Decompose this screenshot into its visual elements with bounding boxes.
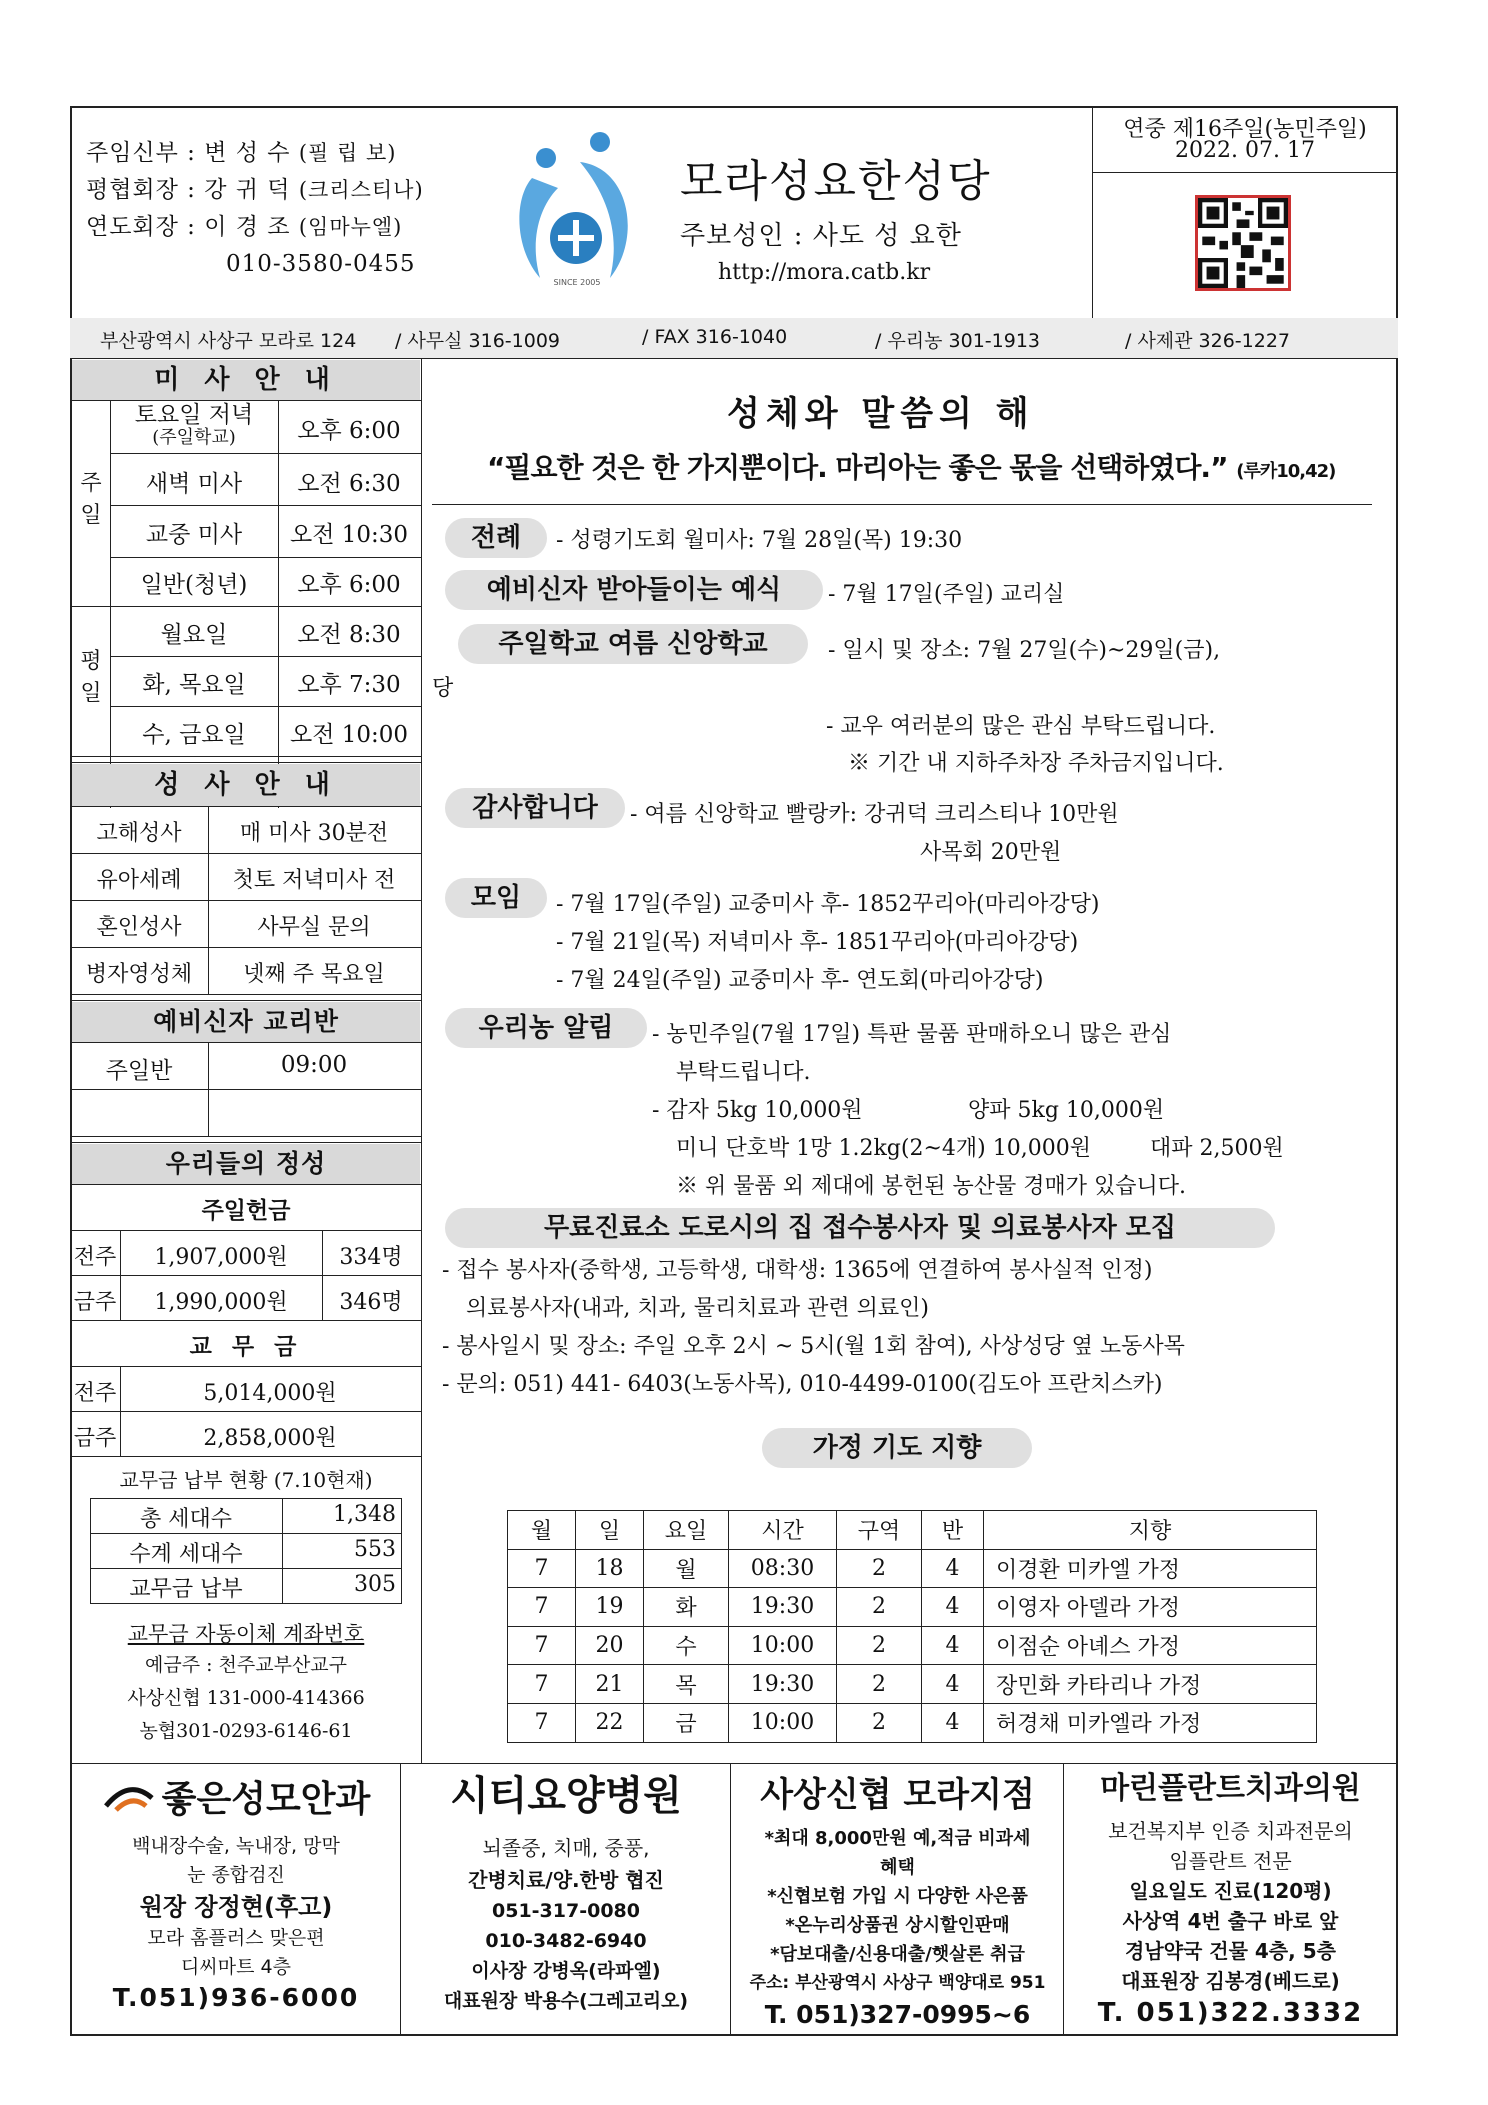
- sacrament-line: [70, 947, 422, 948]
- sacrament-line: [70, 806, 422, 807]
- offering-top-line: [70, 1142, 422, 1143]
- quote-text: “필요한 것은 한 가지뿐이다. 마리아는 좋은 몫을 선택하였다.”: [487, 451, 1228, 484]
- cell: 10:00: [729, 1703, 837, 1742]
- mass-name: 수, 금요일: [142, 722, 246, 748]
- sacrament-value: 넷째 주 목요일: [243, 962, 385, 987]
- catechumen-line: [70, 1089, 422, 1090]
- cell: 4: [922, 1549, 984, 1588]
- summer-line: ※ 기간 내 지하주차장 주차금지입니다.: [848, 751, 1224, 776]
- cell: 이경환 미카엘 가정: [984, 1549, 1317, 1588]
- summer-line: 당: [432, 676, 454, 701]
- ad-line: 사상역 4번 출구 바로 앞: [1122, 1909, 1339, 1933]
- mass-title: 미 사 안 내: [72, 360, 420, 400]
- catechumen-class: 주일반: [105, 1058, 173, 1084]
- ad-credit-union: [732, 1772, 1063, 2032]
- cell: 목: [644, 1665, 729, 1704]
- logo-since: SINCE 2005: [553, 278, 601, 287]
- cell: 2: [837, 1665, 922, 1704]
- ad-phone: T. 051)322.3332: [1097, 1998, 1364, 2028]
- status-line: [90, 1533, 402, 1534]
- mass-row-line: [110, 557, 422, 558]
- qr-code-icon[interactable]: [1195, 195, 1291, 291]
- farm-line: 미니 단호박 1망 1.2kg(2~4개) 10,000원: [676, 1136, 1091, 1161]
- clinic-line: - 접수 봉사자(중학생, 고등학생, 대학생: 1365에 연결하여 봉사실적 인정): [442, 1258, 1153, 1283]
- prayer-pill: 가정 기도 지향: [762, 1428, 1032, 1468]
- mass-name: 교중 미사: [145, 522, 243, 548]
- mass-time: 오전 10:30: [289, 522, 409, 548]
- mass-row-line: [110, 453, 422, 454]
- ad-divider: [400, 1763, 401, 2036]
- table-row: [508, 1549, 1317, 1588]
- mass-name: 화, 목요일: [142, 672, 246, 698]
- scripture-quote: [487, 446, 1335, 486]
- ad-line: 임플란트 전문: [1169, 1849, 1292, 1873]
- cell: 19:30: [729, 1665, 837, 1704]
- mass-sub: (주일학교): [152, 427, 236, 448]
- ad-title: 마린플란트치과의원: [1100, 1771, 1361, 1806]
- summer-school-pill: 주일학교 여름 신앙학교: [458, 624, 808, 664]
- ad-divider: [730, 1763, 731, 2036]
- ad-line: 간병치료/양.한방 협진: [468, 1868, 664, 1892]
- mass-row-line: [70, 756, 422, 757]
- status-value: 553: [354, 1537, 396, 1562]
- table-row: [508, 1588, 1317, 1627]
- farm-phone: / 우리농 301-1913: [875, 330, 1041, 352]
- account-title: 교무금 자동이체 계좌번호: [127, 1622, 365, 1646]
- cell: 7: [508, 1549, 576, 1588]
- quote-ref: (루카10,42): [1236, 461, 1336, 482]
- mass-time: 오후 7:30: [297, 672, 401, 698]
- account-holder: 예금주 : 천주교부산교구: [144, 1654, 348, 1676]
- catechumen-top-line: [70, 1000, 422, 1001]
- ad-line: 디씨마트 4층: [181, 1956, 291, 1978]
- ad-title: 사상신협 모라지점: [760, 1775, 1035, 1815]
- ad-line: *담보대출/신용대출/햇살론 취급: [770, 1944, 1025, 1965]
- sacrament-top-line: [70, 762, 422, 763]
- cell: 금: [644, 1703, 729, 1742]
- offering-line: [70, 1320, 422, 1321]
- farm-line: ※ 위 물품 외 제대에 봉헌된 농산물 경매가 있습니다.: [676, 1174, 1186, 1199]
- catechumen-title: 예비신자 교리반: [72, 1002, 420, 1042]
- cell: 7: [508, 1703, 576, 1742]
- cell: 장민화 카타리나 가정: [984, 1665, 1317, 1704]
- mass-row-line: [110, 656, 422, 657]
- ad-line: 혜택: [880, 1857, 915, 1878]
- thanks-pill: 감사합니다: [445, 788, 625, 828]
- liturgy-line: - 성령기도회 월미사: 7월 28일(목) 19:30: [556, 528, 963, 553]
- cell: 7: [508, 1665, 576, 1704]
- offering-count: 346명: [339, 1290, 403, 1315]
- summer-line: - 교우 여러분의 많은 관심 부탁드립니다.: [826, 714, 1216, 739]
- staff-list: [86, 135, 424, 283]
- ad-line: 눈 종합검진: [187, 1864, 285, 1886]
- account-nonghyup: 농협301-0293-6146-61: [139, 1720, 353, 1742]
- mass-name: 월요일: [160, 622, 228, 648]
- rectory-phone: / 사제관 326-1227: [1125, 330, 1291, 352]
- liturgy-pill: 전례: [445, 518, 547, 558]
- ad-title: 시티요양병원: [450, 1773, 682, 1819]
- thanks-line: - 여름 신앙학교 빨랑카: 강귀덕 크리스티나 10만원: [630, 802, 1119, 827]
- ad-eye-clinic: [72, 1770, 400, 2014]
- farm-pill: 우리농 알림: [445, 1008, 647, 1048]
- mass-row-line: [70, 606, 422, 607]
- cell: 화: [644, 1588, 729, 1627]
- sacrament-name: 병자영성체: [85, 962, 193, 987]
- col-intention: 지향: [984, 1511, 1317, 1550]
- cell: 2: [837, 1703, 922, 1742]
- mass-row: [110, 402, 278, 448]
- weekday-label: 평일: [80, 649, 102, 706]
- staff-council: 평협회장 : 강 귀 덕 (크리스티나): [86, 177, 424, 203]
- staff-priest: 주임신부 : 변 성 수 (필 립 보): [86, 140, 397, 166]
- address: 부산광역시 사상구 모라로 124: [100, 330, 357, 352]
- mass-name: 토요일 저녁: [134, 402, 254, 428]
- cell: 20: [576, 1626, 644, 1665]
- catechumen-time: 09:00: [280, 1052, 348, 1078]
- meeting-pill: 모임: [445, 878, 547, 918]
- farm-line: 부탁드립니다.: [676, 1060, 811, 1085]
- ad-phone: T.051)936-6000: [112, 1983, 360, 2012]
- eye-logo-icon: [102, 1776, 156, 1816]
- summer-line: - 일시 및 장소: 7월 27일(수)~29일(금),: [828, 638, 1221, 663]
- col-weekday: 요일: [644, 1511, 729, 1550]
- sunday-offering-title: 주일헌금: [201, 1198, 291, 1224]
- offering-line: [70, 1230, 422, 1231]
- clinic-pill: 무료진료소 도로시의 집 접수봉사자 및 의료봉사자 모집: [445, 1208, 1275, 1248]
- farm-line: - 감자 5kg 10,000원: [652, 1098, 863, 1123]
- mass-time: 오후 6:00: [297, 572, 401, 598]
- parish-name: 모라성요한성당: [680, 156, 992, 207]
- left-column-divider: [421, 358, 422, 1763]
- ad-line: 일요일도 진료(120평): [1129, 1879, 1332, 1903]
- catechumen-rite-pill: 예비신자 받아들이는 예식: [445, 570, 823, 610]
- cell: 2: [837, 1588, 922, 1627]
- ad-line: 주소: 부산광역시 사상구 백양대로 951: [749, 1973, 1046, 1993]
- office-phone: / 사무실 316-1009: [395, 330, 561, 352]
- cell: 21: [576, 1665, 644, 1704]
- ad-title: 좋은성모안과: [161, 1778, 371, 1820]
- cell: 허경채 미카엘라 가정: [984, 1703, 1317, 1742]
- fund-line: [70, 1366, 422, 1367]
- ad-line: 모라 홈플러스 맞은편: [147, 1927, 325, 1949]
- ad-line: 경남약국 건물 4층, 5층: [1125, 1939, 1336, 1963]
- ad-line: 뇌졸중, 치매, 중풍,: [482, 1836, 650, 1860]
- mass-row-line: [110, 706, 422, 707]
- status-value: 1,348: [333, 1502, 396, 1527]
- offering-title: 우리들의 정성: [72, 1144, 420, 1184]
- table-row: [508, 1665, 1317, 1704]
- offering-line: [70, 1275, 422, 1276]
- col-group: 반: [922, 1511, 984, 1550]
- offering-label: 금주: [73, 1290, 117, 1315]
- sacrament-value: 첫토 저녁미사 전: [232, 868, 396, 893]
- prayer-table: [507, 1510, 1317, 1743]
- meeting-line: - 7월 17일(주일) 교중미사 후- 1852꾸리아(마리아강당): [556, 892, 1100, 917]
- cell: 4: [922, 1588, 984, 1627]
- sacrament-line: [70, 994, 422, 995]
- ad-line: 원장 장정현(후고): [139, 1893, 333, 1921]
- week-title: 연중 제16주일(농민주일): [1123, 117, 1367, 142]
- mass-name: 일반(청년): [140, 572, 248, 598]
- cell: 4: [922, 1626, 984, 1665]
- account-shinhyup: 사상신협 131-000-414366: [127, 1687, 365, 1709]
- sacrament-value: 사무실 문의: [257, 915, 371, 940]
- offering-line: [70, 1184, 422, 1185]
- fund-label: 전주: [73, 1381, 117, 1406]
- table-row: [508, 1703, 1317, 1742]
- sunday-label: 주일: [80, 471, 102, 528]
- farm-line: - 농민주일(7월 17일) 특판 물품 판매하오니 많은 관심: [652, 1022, 1172, 1047]
- fund-amount: 2,858,000원: [203, 1426, 337, 1451]
- ad-line: 백내장수술, 녹내장, 망막: [132, 1835, 340, 1857]
- year-title: 성체와 말씀의 해: [727, 394, 1035, 434]
- col-district: 구역: [837, 1511, 922, 1550]
- mass-time: 오전 8:30: [297, 622, 401, 648]
- ad-line: *신협보험 가입 시 다양한 사은품: [767, 1886, 1028, 1907]
- mass-time: 오전 10:00: [289, 722, 409, 748]
- offering-count: 334명: [339, 1245, 403, 1270]
- cell: 08:30: [729, 1549, 837, 1588]
- ad-line: 보건복지부 인증 치과전문의: [1108, 1819, 1353, 1843]
- ad-line: 이사장 강병옥(라파엘): [471, 1960, 661, 1982]
- cell: 22: [576, 1703, 644, 1742]
- ad-line: 010-3482-6940: [485, 1930, 647, 1952]
- ad-line: 대표원장 박용수(그레고리오): [443, 1990, 689, 2012]
- fund-status-title: 교무금 납부 현황 (7.10현재): [119, 1468, 373, 1492]
- status-label: 총 세대수: [139, 1507, 232, 1532]
- catechumen-line: [70, 1042, 422, 1043]
- col-day: 일: [576, 1511, 644, 1550]
- fund-title: 교 무 금: [189, 1334, 303, 1360]
- address-bar: [70, 318, 1398, 358]
- cell: 10:00: [729, 1626, 837, 1665]
- cell: 19: [576, 1588, 644, 1627]
- address-bottom-line: [70, 358, 1398, 359]
- ad-phone: T. 051)327-0995~6: [764, 2000, 1031, 2029]
- clinic-line: - 봉사일시 및 장소: 주일 오후 2시 ~ 5시(월 1회 참여), 사상성당 옆 노동사목: [442, 1334, 1185, 1359]
- staff-yeondo: 연도회장 : 이 경 조 (임마누엘): [86, 214, 403, 240]
- mass-row-line: [110, 505, 422, 506]
- staff-phone: 010-3580-0455: [226, 251, 416, 277]
- ad-line: *최대 8,000만원 예,적금 비과세: [764, 1828, 1031, 1849]
- catechumen-rite-line: - 7월 17일(주일) 교리실: [828, 582, 1065, 607]
- farm-line: 대파 2,500원: [1150, 1136, 1284, 1161]
- fax: / FAX 316-1040: [642, 326, 788, 348]
- cell: 4: [922, 1703, 984, 1742]
- status-label: 수계 세대수: [129, 1542, 243, 1567]
- col-time: 시간: [729, 1511, 837, 1550]
- cell: 7: [508, 1588, 576, 1627]
- status-line: [90, 1568, 402, 1569]
- offering-label: 전주: [73, 1245, 117, 1270]
- offering-amount: 1,990,000원: [154, 1290, 288, 1315]
- sacrament-title: 성 사 안 내: [72, 764, 420, 806]
- status-value: 305: [354, 1572, 396, 1597]
- farm-line: 양파 5kg 10,000원: [968, 1098, 1165, 1123]
- clinic-line: 의료봉사자(내과, 치과, 물리치료과 관련 의료인): [466, 1296, 929, 1321]
- ads-top-line: [70, 1763, 1398, 1764]
- ad-line: 051-317-0080: [492, 1900, 640, 1922]
- website[interactable]: http://mora.catb.kr: [718, 260, 931, 285]
- cell: 2: [837, 1549, 922, 1588]
- ad-line: 대표원장 김봉경(베드로): [1121, 1969, 1340, 1993]
- patron-saint: 주보성인 : 사도 성 요한: [680, 221, 962, 251]
- mass-name: 새벽 미사: [145, 471, 243, 497]
- quote-divider: [432, 504, 1372, 505]
- status-label: 교무금 납부: [129, 1577, 243, 1602]
- bulletin-date: 2022. 07. 17: [1175, 138, 1315, 163]
- sacrament-value: 매 미사 30분전: [239, 821, 389, 846]
- meeting-line: - 7월 21일(목) 저녁미사 후- 1851꾸리아(마리아강당): [556, 930, 1079, 955]
- sacrament-name: 혼인성사: [96, 915, 182, 940]
- fund-label: 금주: [73, 1426, 117, 1451]
- catechumen-line: [70, 1136, 422, 1137]
- sacrament-line: [70, 853, 422, 854]
- meeting-line: - 7월 24일(주일) 교중미사 후- 연도회(마리아강당): [556, 968, 1044, 993]
- cell: 18: [576, 1549, 644, 1588]
- thanks-line: 사목회 20만원: [920, 840, 1062, 865]
- cell: 월: [644, 1549, 729, 1588]
- sacrament-line: [70, 900, 422, 901]
- mass-time: 오후 6:00: [297, 418, 401, 444]
- parish-logo-icon: [510, 128, 645, 288]
- date-divider: [1092, 172, 1398, 173]
- prayer-header-row: [508, 1511, 1317, 1550]
- ad-divider: [1063, 1763, 1064, 2036]
- clinic-line: - 문의: 051) 441- 6403(노동사목), 010-4499-0100(김도아 프란치스카): [442, 1372, 1163, 1397]
- cell: 이영자 아델라 가정: [984, 1588, 1317, 1627]
- sacrament-name: 고해성사: [96, 821, 182, 846]
- table-row: [508, 1626, 1317, 1665]
- cell: 4: [922, 1665, 984, 1704]
- fund-amount: 5,014,000원: [203, 1381, 337, 1406]
- ad-line: *온누리상품권 상시할인판매: [785, 1915, 1010, 1936]
- fund-line: [70, 1411, 422, 1412]
- mass-time: 오전 6:30: [297, 471, 401, 497]
- ad-nursing-hospital: [402, 1770, 730, 2016]
- offering-amount: 1,907,000원: [154, 1245, 288, 1270]
- ad-dental-clinic: [1065, 1768, 1396, 2030]
- cell: 2: [837, 1626, 922, 1665]
- cell: 수: [644, 1626, 729, 1665]
- mass-line: [70, 400, 422, 401]
- cell: 19:30: [729, 1588, 837, 1627]
- cell: 7: [508, 1626, 576, 1665]
- col-month: 월: [508, 1511, 576, 1550]
- cell: 이점순 아녜스 가정: [984, 1626, 1317, 1665]
- fund-line: [70, 1456, 422, 1457]
- sacrament-name: 유아세례: [96, 868, 182, 893]
